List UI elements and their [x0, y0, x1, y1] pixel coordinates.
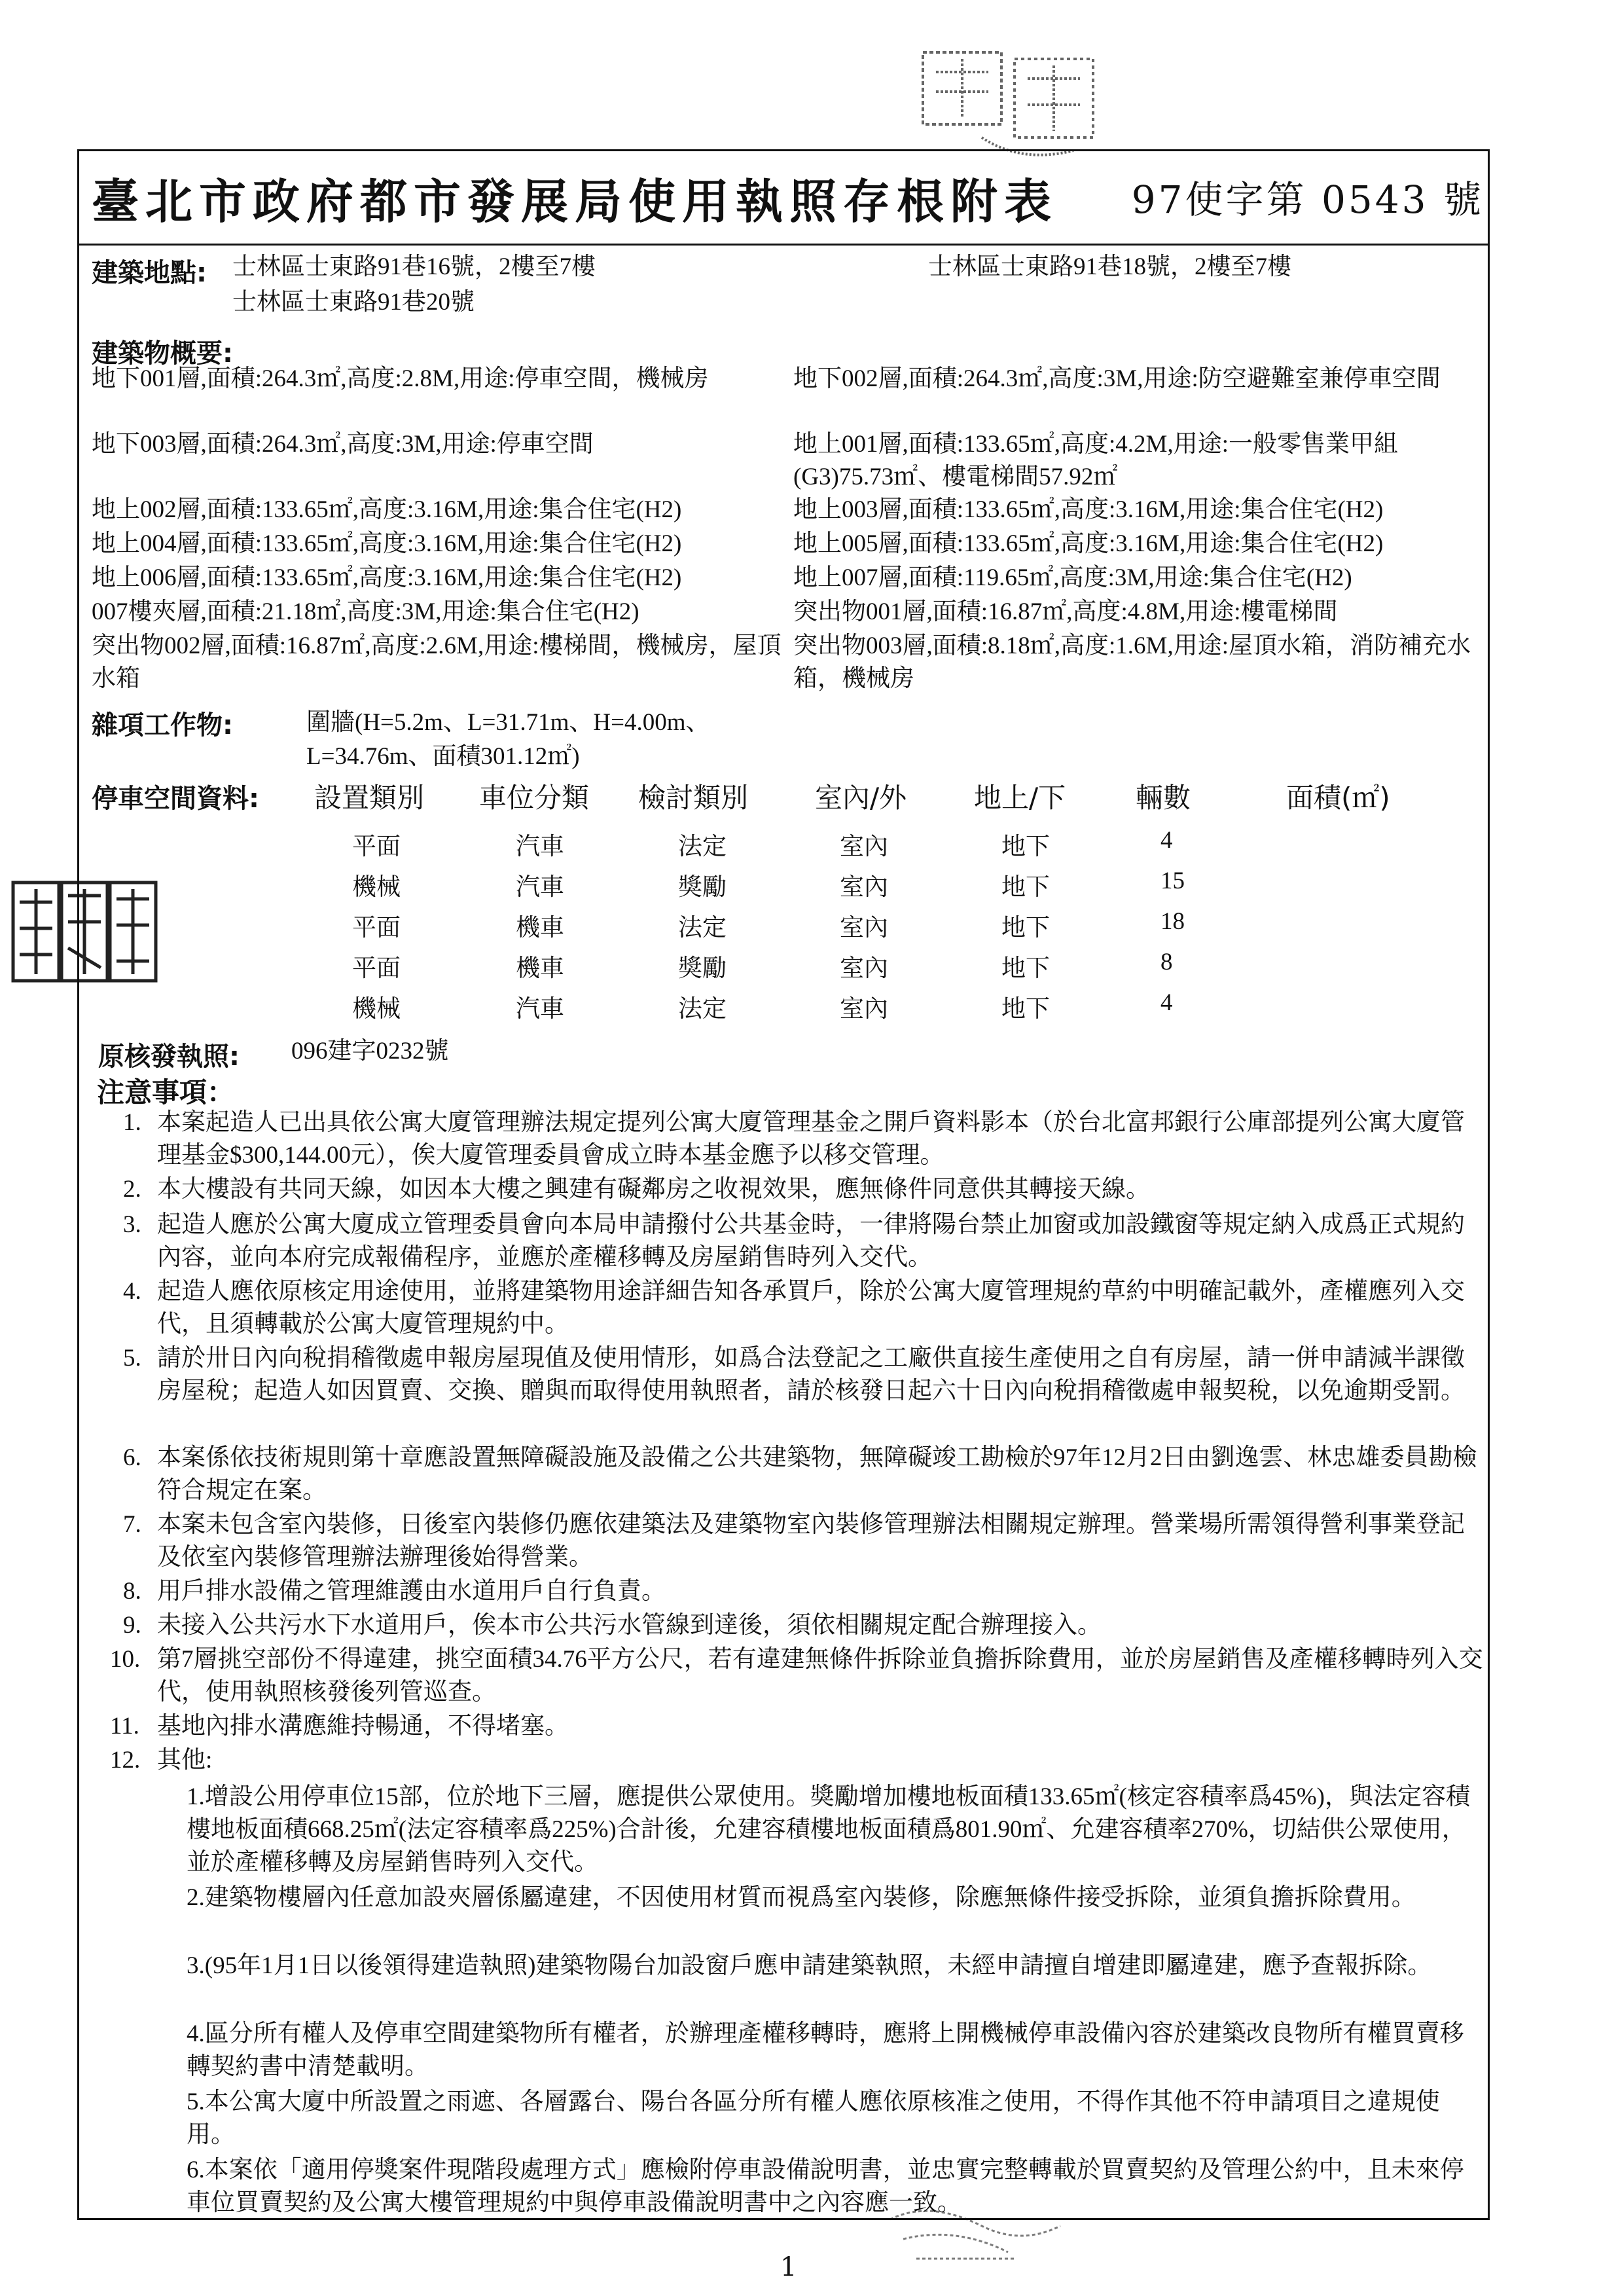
original-license-value: 096建字0232號 [291, 1038, 449, 1065]
note-item: 本案未包含室內裝修，日後室內裝修仍應依建築法及建築物室內裝修管理辦法相關規定辦理。營業場所需領得營利事業登記及依室內裝修管理辦法辦理後始得營業。 [157, 1511, 1465, 1571]
note-number: 7. [123, 1511, 141, 1538]
parking-cell: 汽車 [516, 874, 564, 901]
misc-label: 雜項工作物: [92, 710, 233, 740]
parking-cell: 室內 [840, 833, 888, 860]
parking-cell: 平面 [352, 833, 401, 860]
note-number: 9. [123, 1612, 141, 1639]
note-number: 1. [123, 1109, 141, 1136]
parking-header-area: 面積(㎡) [1286, 782, 1390, 814]
parking-cell: 汽車 [516, 996, 564, 1023]
site-label: 建築地點: [92, 258, 207, 288]
overview-row-2b: 地上001層,面積:133.65㎡,高度:4.2M,用途:一般零售業甲組(G3)75.73㎡、樓電梯間57.92㎡ [793, 431, 1398, 490]
overview-row-1a: 地下001層,面積:264.3㎡,高度:2.8M,用途:停車空間，機械房 [92, 365, 709, 392]
parking-cell: 室內 [840, 955, 888, 982]
parking-cell: 室內 [840, 874, 888, 901]
original-license-label: 原核發執照: [98, 1042, 240, 1072]
site-address-2: 士林區士東路91巷18號，2樓至7樓 [928, 253, 1291, 280]
parking-cell: 機械 [352, 874, 401, 901]
note-number: 8. [123, 1578, 141, 1605]
note-item: 用戶排水設備之管理維護由水道用戶自行負責。 [157, 1578, 666, 1605]
note-number: 10. [110, 1646, 141, 1673]
parking-cell: 8 [1160, 949, 1173, 975]
parking-header-review: 檢討類別 [638, 782, 749, 814]
parking-cell: 4 [1160, 827, 1173, 854]
note-number: 11. [110, 1713, 139, 1740]
note-item: 請於卅日內向稅捐稽徵處申報房屋現值及使用情形，如爲合法登記之工廠供直接生產使用之自有房屋，請一併申請減半課徵房屋稅；起造人如因買賣、交換、贈與而取得使用執照者，請於核發日起六十日內向稅捐稽徵處申報契稅，以免逾期受罰。 [157, 1345, 1465, 1404]
other-item: 5.本公寓大廈中所設置之雨遮、各層露台、陽台各區分所有權人應依原核准之使用，不得作其他不符申請項目之違規使用。 [187, 2088, 1440, 2148]
note-number: 6. [123, 1444, 141, 1471]
note-item: 本案起造人已出具依公寓大廈管理辦法規定提列公寓大廈管理基金之開戶資料影本（於台北富邦銀行公庫部提列公寓大廈管理基金$300,144.00元），俟大廈管理委員會成立時本基金應予以移交管理。 [157, 1109, 1465, 1169]
overview-row-2a: 地下003層,面積:264.3㎡,高度:3M,用途:停車空間 [92, 431, 594, 458]
overview-row-4a: 地上004層,面積:133.65㎡,高度:3.16M,用途:集合住宅(H2) [92, 530, 682, 557]
note-item: 未接入公共污水下水道用戶，俟本市公共污水管線到達後，須依相關規定配合辦理接入。 [157, 1612, 1102, 1639]
parking-cell: 4 [1160, 989, 1173, 1016]
parking-label: 停車空間資料: [92, 784, 259, 814]
parking-cell: 地下 [1001, 955, 1050, 982]
parking-cell: 法定 [678, 996, 727, 1023]
overview-row-3b: 地上003層,面積:133.65㎡,高度:3.16M,用途:集合住宅(H2) [793, 496, 1384, 523]
note-number: 5. [123, 1345, 141, 1372]
overview-row-1b: 地下002層,面積:264.3㎡,高度:3M,用途:防空避難室兼停車空間 [793, 365, 1441, 392]
parking-cell: 機車 [516, 915, 564, 941]
parking-cell: 機械 [352, 996, 401, 1023]
site-address-3: 士林區士東路91巷20號 [232, 289, 475, 316]
document-number: 97使字第 0543 號 [1131, 177, 1484, 222]
parking-cell: 獎勵 [678, 874, 727, 901]
parking-header-level: 地上/下 [974, 782, 1066, 814]
parking-cell: 室內 [840, 996, 888, 1023]
parking-cell: 15 [1160, 867, 1185, 894]
overview-row-4b: 地上005層,面積:133.65㎡,高度:3.16M,用途:集合住宅(H2) [793, 530, 1384, 557]
notes-label: 注意事項： [97, 1076, 235, 1108]
note-item: 起造人應於公寓大廈成立管理委員會向本局申請撥付公共基金時，一律將陽台禁止加窗或加設鐵窗等規定納入成爲正式規約內容，並向本府完成報備程序，並應於產權移轉及房屋銷售時列入交代。 [157, 1211, 1465, 1271]
note-item: 本案係依技術規則第十章應設置無障礙設施及設備之公共建築物，無障礙竣工勘檢於97年12月2日由劉逸雲、林忠雄委員勘檢符合規定在案。 [157, 1444, 1477, 1504]
parking-header-indoor: 室內/外 [815, 782, 907, 814]
overview-row-6b: 突出物001層,面積:16.87㎡,高度:4.8M,用途:樓電梯間 [793, 598, 1338, 625]
page-number: 1 [780, 2252, 797, 2282]
site-address-1: 士林區士東路91巷16號，2樓至7樓 [232, 253, 596, 280]
note-number: 3. [123, 1211, 141, 1238]
page-title: 臺北市政府都市發展局使用執照存根附表 [92, 173, 1058, 229]
note-item: 起造人應依原核定用途使用，並將建築物用途詳細告知各承買戶，除於公寓大廈管理規約草約中明確記載外，產權應列入交代，且須轉載於公寓大廈管理規約中。 [157, 1278, 1465, 1338]
other-item: 3.(95年1月1日以後領得建造執照)建築物陽台加設窗戶應申請建築執照，未經申請擅自增建即屬違建，應予查報拆除。 [187, 1952, 1432, 1979]
overview-row-7b: 突出物003層,面積:8.18㎡,高度:1.6M,用途:屋頂水箱，消防補充水箱，機械房 [793, 632, 1471, 692]
parking-cell: 獎勵 [678, 955, 727, 982]
note-number: 2. [123, 1176, 141, 1203]
parking-cell: 機車 [516, 955, 564, 982]
overview-row-7a: 突出物002層,面積:16.87㎡,高度:2.6M,用途:樓梯間，機械房，屋頂水箱 [92, 632, 782, 692]
header-divider [77, 244, 1490, 246]
overview-row-6a: 007樓夾層,面積:21.18㎡,高度:3M,用途:集合住宅(H2) [92, 598, 639, 625]
parking-cell: 地下 [1001, 996, 1050, 1023]
parking-header-count: 輛數 [1136, 782, 1191, 814]
parking-cell: 地下 [1001, 915, 1050, 941]
note-item: 其他: [157, 1747, 213, 1774]
parking-cell: 18 [1160, 908, 1185, 935]
other-item: 4.區分所有權人及停車空間建築物所有權者，於辦理產權移轉時，應將上開機械停車設備內容於建築改良物所有權買賣移轉契約書中清楚載明。 [187, 2020, 1464, 2080]
overview-row-5a: 地上006層,面積:133.65㎡,高度:3.16M,用途:集合住宅(H2) [92, 564, 682, 591]
note-item: 基地內排水溝應維持暢通，不得堵塞。 [157, 1713, 569, 1740]
note-number: 4. [123, 1278, 141, 1305]
overview-label: 建築物概要: [92, 338, 233, 369]
other-item: 2.建築物樓層內任意加設夾層係屬違建，不因使用材質而視爲室內裝修，除應無條件接受拆除，並須負擔拆除費用。 [187, 1884, 1416, 1911]
parking-header-type: 設置類別 [314, 782, 425, 814]
misc-text: 圍牆(H=5.2m、L=31.71m、H=4.00m、L=34.76m、面積301.12㎡) [306, 709, 710, 770]
overview-row-5b: 地上007層,面積:119.65㎡,高度:3M,用途:集合住宅(H2) [793, 564, 1352, 591]
parking-cell: 平面 [352, 915, 401, 941]
note-item: 本大樓設有共同天線，如因本大樓之興建有礙鄰房之收視效果，應無條件同意供其轉接天線。 [157, 1176, 1150, 1203]
overview-row-3a: 地上002層,面積:133.65㎡,高度:3.16M,用途:集合住宅(H2) [92, 496, 682, 523]
parking-cell: 汽車 [516, 833, 564, 860]
note-item: 第7層挑空部份不得違建，挑空面積34.76平方公尺，若有違建無條件拆除並負擔拆除費用，並於房屋銷售及產權移轉時列入交代，使用執照核發後列管巡查。 [157, 1646, 1483, 1705]
other-item: 6.本案依「適用停獎案件現階段處理方式」應檢附停車設備說明書，並忠實完整轉載於買賣契約及管理公約中，且未來停車位買賣契約及公寓大樓管理規約中與停車設備說明書中之內容應一致。 [187, 2157, 1464, 2216]
parking-cell: 法定 [678, 915, 727, 941]
parking-header-category: 車位分類 [479, 782, 590, 814]
parking-cell: 地下 [1001, 833, 1050, 860]
parking-cell: 法定 [678, 833, 727, 860]
parking-cell: 地下 [1001, 874, 1050, 901]
other-item: 1.增設公用停車位15部，位於地下三層，應提供公眾使用。獎勵增加樓地板面積133.65㎡(核定容積率爲45%)，與法定容積樓地板面積668.25㎡(法定容積率爲225%)合計後，允建容積樓地板面積爲801.90㎡、允建容積率270%，切結供公眾使用，並於產權移轉及房屋銷售時列入交代。 [187, 1783, 1470, 1876]
parking-cell: 室內 [840, 915, 888, 941]
note-number: 12. [110, 1747, 141, 1774]
parking-cell: 平面 [352, 955, 401, 982]
